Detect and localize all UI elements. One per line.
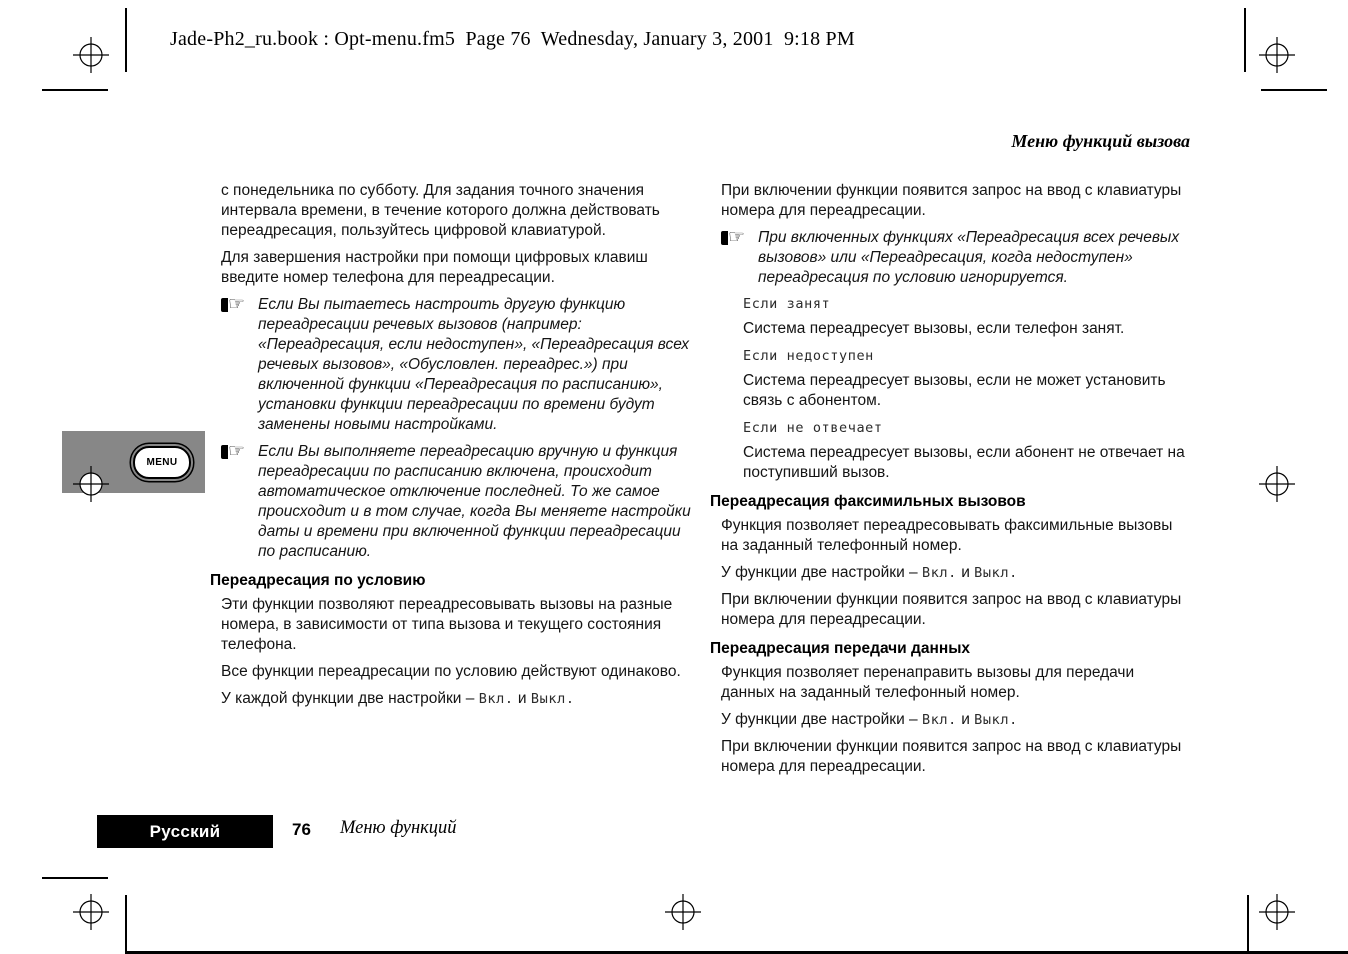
note-block <box>710 228 1192 288</box>
footer-language-tab <box>97 815 273 848</box>
registration-mark <box>1259 466 1295 502</box>
lcd-condition-no-answer: Если не отвечает <box>743 420 883 436</box>
left-column <box>210 181 692 716</box>
right-column <box>710 181 1192 784</box>
crop-mark-line <box>1261 89 1327 91</box>
registration-mark <box>665 894 701 930</box>
lcd-off-value: Выкл. <box>974 565 1018 581</box>
settings-conjunction: и <box>956 564 975 581</box>
section-heading-fax-divert: Переадресация факсимильных вызовов <box>710 493 1026 510</box>
note-hand-icon: ☞ <box>221 295 258 435</box>
crop-mark-line <box>125 895 127 954</box>
footer-language-label: Русский <box>149 821 221 841</box>
note-block <box>210 442 692 562</box>
menu-button-label: MENU <box>146 457 178 468</box>
registration-mark <box>73 894 109 930</box>
settings-conjunction: и <box>956 711 975 728</box>
crop-mark-line <box>42 877 108 879</box>
settings-prefix: У функции две настройки – <box>721 711 922 728</box>
lcd-condition-busy: Если занят <box>743 296 831 312</box>
settings-conjunction: и <box>513 690 531 707</box>
note-block <box>210 295 692 435</box>
lcd-on-value: Вкл. <box>921 712 957 728</box>
registration-mark <box>73 466 109 502</box>
paragraph: При включении функции появится запрос на ввод с клавиатуры номера для переадресации. <box>721 738 1182 775</box>
paragraph: При включении функции появится запрос на ввод с клавиатуры номера для переадресации. <box>721 591 1182 628</box>
condition-description: Система переадресует вызовы, если абонент не отвечает на поступивший вызов. <box>743 444 1185 481</box>
note-text: Если Вы выполняете переадресацию вручную и функция переадресации по расписанию включена, происходит автоматическое отключение последней. То же самое происходит и в том случае, когда Вы меняете настройки даты и времени при включенной функции переадресации по расписанию. <box>258 443 691 560</box>
condition-description: Система переадресует вызовы, если телефон занят. <box>743 320 1125 337</box>
lcd-off-value: Выкл. <box>530 691 575 707</box>
settings-line <box>710 563 1192 583</box>
crop-mark-line <box>42 89 108 91</box>
note-hand-icon: ☞ <box>721 228 758 288</box>
paragraph: При включении функции появится запрос на ввод с клавиатуры номера для переадресации. <box>721 182 1182 219</box>
note-text: Если Вы пытаетесь настроить другую функцию переадресации речевых вызовов (например: «Переадресация, если недоступен», «Переадресация всех речевых вызовов», «Обусловлен. переадрес.») при включенной функции «Переадресация по расписанию», установки функции переадресации по времени будут заменены новыми настройками. <box>258 296 689 433</box>
paragraph: Все функции переадресации по условию действуют одинаково. <box>221 663 681 680</box>
crop-mark-line <box>1247 895 1249 954</box>
registration-mark <box>1259 37 1295 73</box>
section-heading-condition-divert: Переадресация по условию <box>210 572 426 589</box>
crop-mark-line <box>1244 8 1246 72</box>
lcd-on-value: Вкл. <box>921 565 957 581</box>
paragraph: Функция позволяет перенаправить вызовы для передачи данных на заданный телефонный номер. <box>721 664 1135 701</box>
note-hand-icon: ☞ <box>221 442 258 562</box>
document-title-bar: Jade-Ph2_ru.book : Opt-menu.fm5 Page 76 Wednesday, January 3, 2001 9:18 PM <box>170 28 855 50</box>
settings-line <box>210 689 692 709</box>
section-heading-data-divert: Переадресация передачи данных <box>710 640 971 657</box>
paragraph: Функция позволяет переадресовывать факсимильные вызовы на заданный телефонный номер. <box>721 517 1173 554</box>
lcd-on-value: Вкл. <box>478 691 514 707</box>
crop-mark-line <box>125 8 127 72</box>
registration-mark <box>1259 894 1295 930</box>
menu-button-icon <box>133 446 191 479</box>
footer-chapter-title: Меню функций <box>340 818 457 838</box>
paragraph: Эти функции позволяют переадресовывать вызовы на разные номера, в зависимости от типа вызова и текущего состояния телефона. <box>221 596 673 653</box>
note-text: При включенных функциях «Переадресация всех речевых вызовов» или «Переадресация, когда недоступен» переадресация по условию игнорируется. <box>758 229 1180 286</box>
settings-prefix: У функции две настройки – <box>721 564 922 581</box>
condition-description: Система переадресует вызовы, если не может установить связь с абонентом. <box>743 372 1166 409</box>
paragraph: Для завершения настройки при помощи цифровых клавиш введите номер телефона для переадресации. <box>221 249 648 286</box>
paragraph: с понедельника по субботу. Для задания точного значения интервала времени, в течение которого должна действовать переадресация, пользуйтесь цифровой клавиатурой. <box>221 182 660 239</box>
lcd-condition-unreachable: Если недоступен <box>743 348 874 364</box>
settings-line <box>710 710 1192 730</box>
footer-page-number: 76 <box>292 820 311 839</box>
registration-mark <box>73 37 109 73</box>
lcd-off-value: Выкл. <box>974 712 1018 728</box>
running-head: Меню функций вызова <box>1011 131 1190 151</box>
settings-prefix: У каждой функции две настройки – <box>221 690 479 707</box>
